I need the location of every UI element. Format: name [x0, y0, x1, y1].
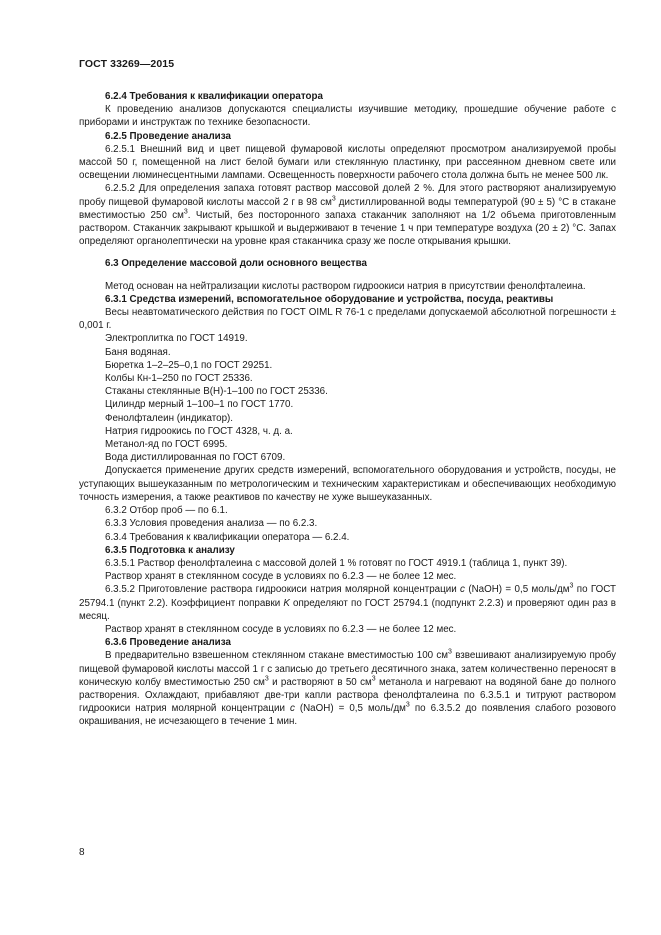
page-number: 8 [79, 847, 85, 858]
paragraph: Метод основан на нейтрализации кислоты раствором гидроокиси натрия в присутствии фенолфталеина. [105, 280, 586, 292]
section-heading-6-3-5: 6.3.5 Подготовка к анализу [105, 544, 235, 556]
list-item: Электроплитка по ГОСТ 14919. [105, 333, 248, 345]
paragraph: К проведению анализов допускаются специалисты изучившие методику, прошедшие обучение работе с приборами и инструктаж по технике безопасности. [79, 104, 616, 129]
section-heading-6-2-4: 6.2.4 Требования к квалификации оператора [105, 91, 323, 102]
list-item: Цилиндр мерный 1–100–1 по ГОСТ 1770. [105, 399, 294, 411]
paragraph: 6.3.5.2 Приготовление раствора гидроокиси натрия молярной концентрации c (NaOH) = 0,5 моль/$дм^3$ по ГОСТ 25794.1 (пункт 2.2). Коэффициент поправки K определяют по ГОСТ 25794.1 (подпункт 2.2.3) и проверяют один раз в месяц. [79, 583, 617, 622]
paragraph: Раствор хранят в стеклянном сосуде в условиях по 6.2.3 — не более 12 мес. [105, 571, 457, 583]
list-item: Баня водяная. [105, 346, 171, 358]
paragraph: Раствор хранят в стеклянном сосуде в условиях по 6.2.3 — не более 12 мес. [105, 623, 457, 635]
section-heading-6-3-1: 6.3.1 Средства измерений, вспомогательное оборудование и устройства, посуда, реактивы [105, 293, 554, 305]
list-item: Бюретка 1–2–25–0,1 по ГОСТ 29251. [105, 359, 273, 371]
list-item: Стаканы стеклянные В(Н)-1–100 по ГОСТ 25336. [105, 386, 328, 398]
section-heading-6-3: 6.3 Определение массовой доли основного вещества [105, 258, 367, 270]
paragraph: 6.2.5.1 Внешний вид и цвет пищевой фумаровой кислоты определяют просмотром анализируемой пробы массой 50 г, помещенной на лист белой бумаги или стеклянную пластинку, при рассеянном дневном свете или освещении люминесцентными лампами. Освещенность поверхности рабочего стола должна быть не менее 500 лк. [79, 143, 616, 182]
list-item: 6.3.2 Отбор проб — по 6.1. [105, 505, 228, 517]
paragraph: 6.3.5.1 Раствор фенолфталеина с массовой долей 1 % готовят по ГОСТ 4919.1 (таблица 1, пункт 39). [105, 557, 568, 569]
list-item: Фенолфталеин (индикатор). [105, 412, 234, 424]
list-item: Натрия гидроокись по ГОСТ 4328, ч. д. а. [105, 425, 293, 437]
paragraph: 6.2.5.2 Для определения запаха готовят раствор массовой долей 2 %. Для этого растворяют анализируемую пробу пищевой фумаровой кислоты массой 2 г в 98 $см^3$ дистиллированной воды температурой (90 ± 5) °С в стакане вместимостью 250 $см^3$. Чистый, без посторонного запаха стаканчик заполняют на 1/2 объема приготовленным раствором. Стаканчик закрывают крышкой и выдерживают в течение 1 ч при температуре воздуха (20 ± 2) °С. Запах определяют органолептически на уровне края стаканчика сразу же после открывания крышки. [79, 183, 616, 248]
page-content [79, 90, 616, 729]
list-item: Колбы Кн-1–250 по ГОСТ 25336. [105, 373, 253, 385]
paragraph: Допускается применение других средств измерений, вспомогательного оборудования и устройств, посуды, не уступающих вышеуказанным по метрологическим и техническим характеристикам и обеспечивающих необходимую точность измерения, а также реактивов по качеству не хуже вышеуказанных. [79, 465, 616, 503]
list-item: Вода дистиллированная по ГОСТ 6709. [105, 452, 286, 464]
section-heading-6-2-5: 6.2.5 Проведение анализа [105, 130, 231, 142]
running-header: ГОСТ 33269—2015 [79, 58, 175, 70]
paragraph: Весы неавтоматического действия по ГОСТ OIML R 76-1 с пределами допускаемой абсолютной погрешности ± 0,001 г. [79, 307, 616, 332]
section-heading-6-3-6: 6.3.6 Проведение анализа [105, 637, 231, 649]
paragraph: В предварительно взвешенном стеклянном стакане вместимостью 100 $см^3$ взвешивают анализируемую пробу пищевой фумаровой кислоты массой 1 г с записью до третьего десятичного знака, затем количественно переносят в коническую колбу вместимостью 250 $см^3$ и растворяют в 50 $см^3$ метанола и нагревают на водяной бане до полного растворения. Охлаждают, прибавляют две-три капли раствора фенолфталеина по 6.3.5.1 и титруют раствором гидроокиси натрия молярной концентрации c (NaOH) = 0,5 моль/$дм^3$ по 6.3.5.2 до появления слабого розового окрашивания, не исчезающего в течение 1 мин. [79, 649, 616, 728]
list-item: 6.3.4 Требования к квалификации оператора — 6.2.4. [105, 531, 350, 543]
list-item: Метанол-яд по ГОСТ 6995. [105, 439, 228, 451]
list-item: 6.3.3 Условия проведения анализа — по 6.2.3. [105, 518, 318, 530]
